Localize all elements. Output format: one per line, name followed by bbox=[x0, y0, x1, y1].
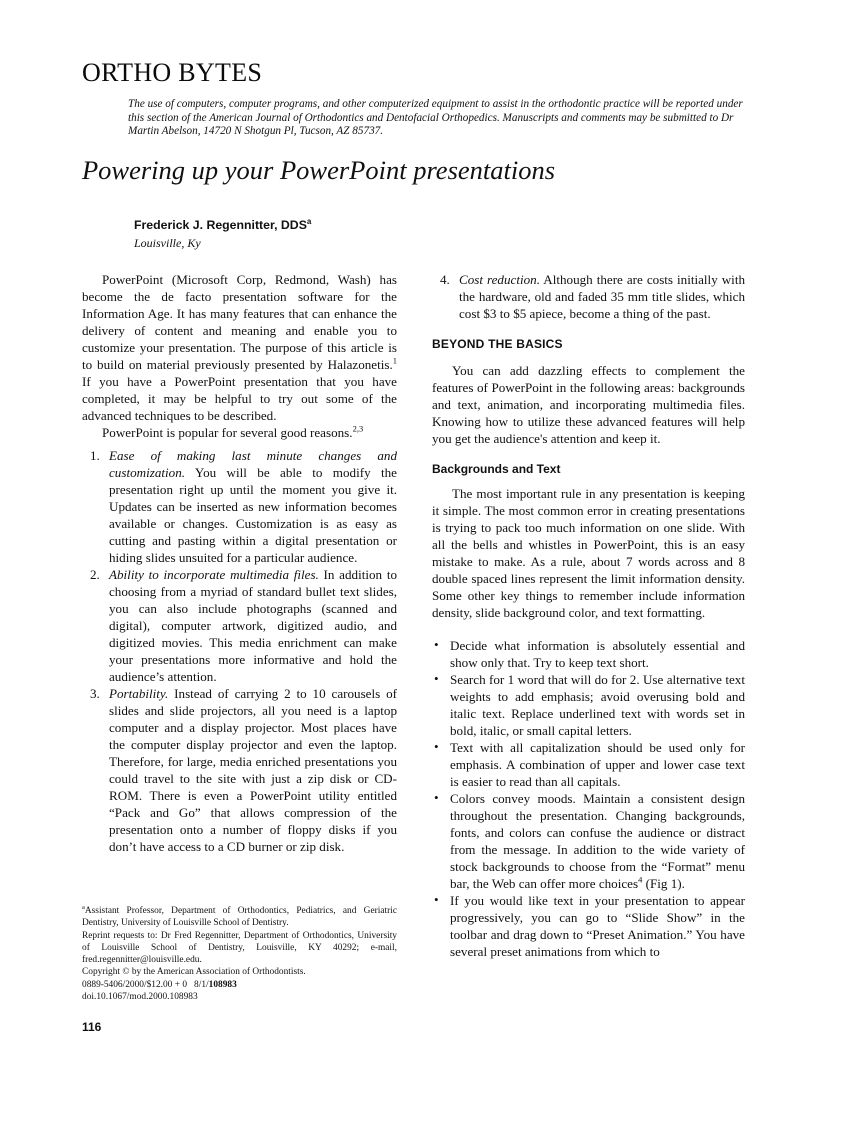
reasons-intro bbox=[82, 424, 397, 441]
article-title: Powering up your PowerPoint presentations bbox=[82, 155, 556, 185]
list-item-title: Cost reduction. bbox=[459, 272, 540, 287]
list-number: 4. bbox=[440, 272, 450, 287]
footnote-affiliation bbox=[82, 905, 397, 930]
list-item-text: Instead of carrying 2 to 10 carousels of slides and slide projectors, all you need is a laptop computer and a display projector. Most places have the computer display projector and even the laptop. Therefore, for large, media enriched presentations you could travel to the site with just a zip disk or CD-ROM. There is even a PowerPoint utility entitled “Pack and Go” that allows compression of the presentation onto a number of floppy disks if you don’t have access to a CD burner or zip disk. bbox=[109, 686, 397, 854]
left-column bbox=[82, 271, 397, 855]
list-item-text: In addition to choosing from a myriad of standard bullet text slides, you can also include photographs (scanned and digital), computer artwork, digitized audio, and digitized movies. This media enrichment can make your presentations more informative and hold the audience’s attention. bbox=[109, 567, 397, 684]
backgrounds-paragraph: The most important rule in any presentation is keeping it simple. The most common error in creating presentations is trying to pack too much information on one slide. With all the bells and whistles in PowerPoint, this is an easy mistake to make. As a rule, about 7 words across and 8 double spaced lines represent the limit information density. Some other key things to remember include information density, slide background color, and text formatting. bbox=[432, 486, 745, 620]
list-item bbox=[432, 790, 745, 892]
list-item bbox=[432, 739, 745, 790]
list-item bbox=[432, 271, 745, 322]
tips-list bbox=[432, 637, 745, 960]
intro-text-end: If you have a PowerPoint presentation that you have completed, it may be helpful to try out some of the advanced techniques to be described. bbox=[82, 374, 397, 423]
footnote-marker: a bbox=[82, 903, 85, 911]
list-item-text: Search for 1 word that will do for 2. Use alternative text weights to add emphasis; avoid overusing bold and italic text. Replace underlined text with words set in bold, italic, or small capital letters. bbox=[450, 672, 745, 738]
list-item-text: Decide what information is absolutely essential and show only that. Try to keep text short. bbox=[450, 638, 745, 670]
list-item bbox=[82, 685, 397, 855]
list-item-title: Portability. bbox=[109, 686, 169, 701]
bullet-icon: • bbox=[434, 637, 439, 652]
reasons-list bbox=[82, 447, 397, 855]
intro-paragraph bbox=[82, 271, 397, 424]
reference-marker: 4 bbox=[638, 874, 643, 885]
list-item bbox=[432, 637, 745, 671]
author-affiliation: Louisville, Ky bbox=[134, 236, 201, 250]
reference-marker: 2,3 bbox=[352, 423, 364, 434]
list-item-text: If you would like text in your presentation to appear progressively, you can go to “Slide Show” in the toolbar and drag down to “Preset Animation.” You have several preset animations from which to bbox=[450, 893, 745, 959]
beyond-paragraph: You can add dazzling effects to complement the features of PowerPoint in the following areas: backgrounds and text, animation, and incorporating multimedia files. Knowing how to utilize these advanced features will help you get the audience's attention and keep it. bbox=[432, 363, 745, 446]
list-item bbox=[432, 892, 745, 960]
footnote-issn bbox=[82, 979, 397, 991]
footnote-doi: doi.10.1067/mod.2000.108983 bbox=[82, 992, 198, 1003]
bullet-icon: • bbox=[434, 790, 439, 805]
list-item bbox=[82, 566, 397, 685]
list-item-text: Although there are costs initially with the hardware, old and faded 35 mm title slides, which cost $3 to $5 apiece, become a thing of the past. bbox=[459, 272, 746, 321]
list-number: 3. bbox=[90, 686, 100, 701]
reasons-intro-text: PowerPoint is popular for several good reasons. bbox=[102, 425, 353, 440]
reasons-list-continued bbox=[432, 271, 745, 322]
bullet-icon: • bbox=[434, 892, 439, 907]
bullet-icon: • bbox=[434, 739, 439, 754]
list-item bbox=[432, 671, 745, 739]
section-description: The use of computers, computer programs, and other computerized equipment to assist in the orthodontic practice will be reported under this section of the American Journal of Orthodontics and Dentofacial Orthopedics. Manuscripts and comments may be submitted to Dr Martin Abelson, 14720 N Shotgun Pl, Tucson, AZ 85737. bbox=[128, 98, 743, 137]
list-item-text: You will be able to modify the presentation right up until the moment you give it. Updates can be inserted as new information becomes available or changes. Customization is as easy as cutting and pasting within a digital presentation or hiding slides unsuited for a particular audience. bbox=[109, 465, 397, 565]
footnotes bbox=[82, 905, 397, 1003]
subheading-backgrounds-and-text: Backgrounds and Text bbox=[432, 462, 561, 476]
footnote-affiliation-text: Assistant Professor, Department of Orthodontics, Pediatrics, and Geriatric Dentistry, University of Louisville School of Dentistry. bbox=[82, 906, 397, 929]
issn-id: 108983 bbox=[208, 979, 237, 990]
list-item bbox=[82, 447, 397, 566]
list-item-text: Colors convey moods. Maintain a consistent design throughout the presentation. Changing backgrounds, fonts, and colors can confuse the audience or distract from the message. In addition to the wide variety of stock backgrounds to choose from the “Format” menu bar, the Web can offer more choices bbox=[450, 791, 745, 891]
reference-marker: 1 bbox=[392, 355, 397, 366]
list-item-title: Ease of making last minute changes and customization. bbox=[109, 448, 397, 480]
author-name-text: Frederick J. Regennitter, DDS bbox=[134, 218, 307, 232]
right-column bbox=[432, 271, 745, 960]
page-number: 116 bbox=[82, 1020, 102, 1034]
author-superscript: a bbox=[306, 216, 312, 226]
section-title: ORTHO BYTES bbox=[82, 58, 263, 87]
bullet-icon: • bbox=[434, 671, 439, 686]
footnote-reprint: Reprint requests to: Dr Fred Regennitter, Department of Orthodontics, University of Louisville School of Dentistry, Louisville, KY 40292; e-mail, fred.regennitter@louisville.edu. bbox=[82, 930, 397, 966]
list-item-text-end: (Fig 1). bbox=[642, 876, 685, 891]
issn-text: 0889-5406/2000/$12.00 + 0 8/1/ bbox=[82, 979, 209, 990]
list-item-title: Ability to incorporate multimedia files. bbox=[109, 567, 319, 582]
footnote-copyright: Copyright © by the American Association of Orthodontists. bbox=[82, 967, 306, 978]
list-item-text: Text with all capitalization should be used only for emphasis. A combination of upper and lower case text is easier to read than all capitals. bbox=[450, 740, 745, 789]
intro-text: PowerPoint (Microsoft Corp, Redmond, Wash) has become the de facto presentation software for the Information Age. It has many features that can enhance the delivery of content and meaning and enable you to customize your presentation. The purpose of this article is to build on material previously presented by Halazonetis. bbox=[82, 272, 397, 372]
section-heading-beyond-the-basics: BEYOND THE BASICS bbox=[432, 337, 563, 351]
list-number: 2. bbox=[90, 567, 100, 582]
author-name bbox=[134, 218, 311, 232]
list-number: 1. bbox=[90, 448, 100, 463]
